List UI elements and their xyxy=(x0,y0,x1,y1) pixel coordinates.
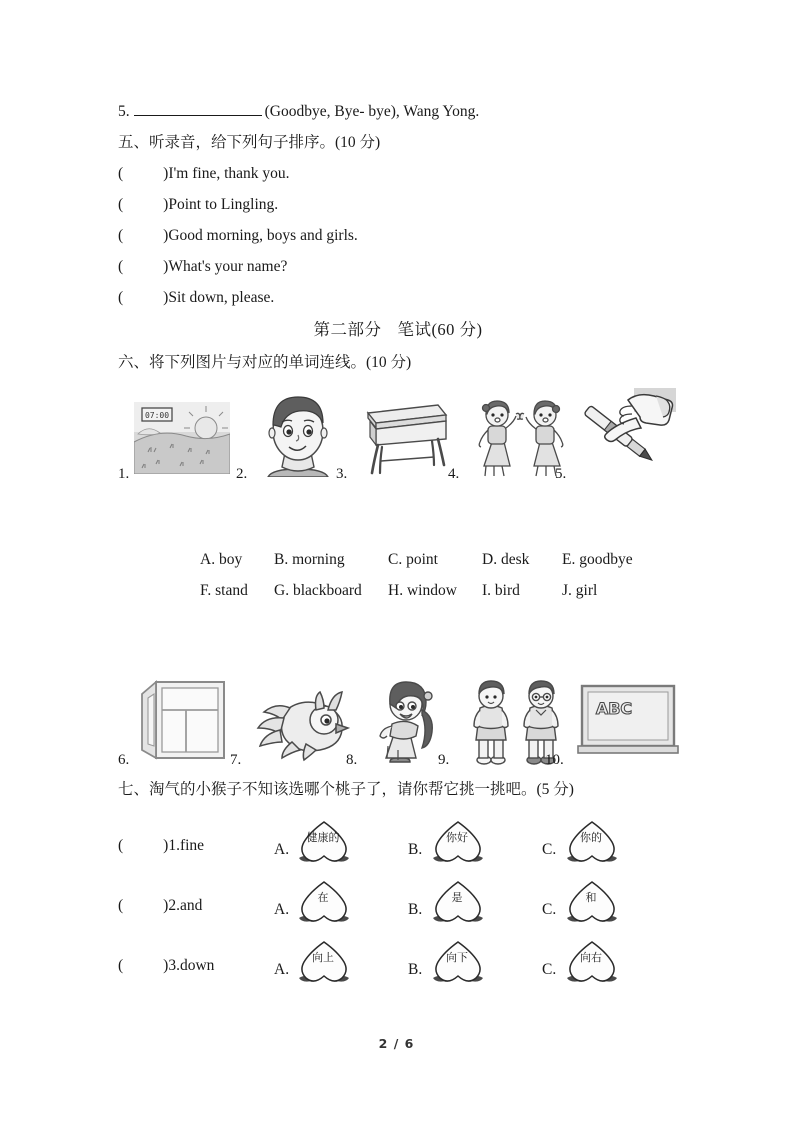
picture-row-2 xyxy=(118,668,678,768)
picture-number-6: 6. xyxy=(118,752,130,768)
word-option-c[interactable]: C. point xyxy=(388,551,438,568)
option-letter: C. xyxy=(542,901,557,918)
part-two-subtitle: 笔试(60 分) xyxy=(397,320,483,339)
blackboard-abc-image[interactable] xyxy=(576,684,680,760)
question-5-line xyxy=(118,96,678,127)
peach-shape xyxy=(430,939,486,990)
option-letter: A. xyxy=(274,961,290,978)
girl-image[interactable] xyxy=(370,680,448,766)
paren-open: ( xyxy=(118,957,124,974)
boy-face-image[interactable] xyxy=(258,391,338,477)
part-two-title xyxy=(118,313,678,347)
paren-close: ) xyxy=(163,165,169,182)
question-5-number: 5. xyxy=(118,103,130,120)
part-two-label: 第二部分 xyxy=(313,320,382,339)
peach-questions xyxy=(118,815,678,995)
peach-shape xyxy=(564,879,620,930)
picture-number-7: 7. xyxy=(230,752,242,768)
picture-number-10: 10. xyxy=(545,752,564,768)
peach-label: 你好 xyxy=(446,831,468,844)
peach-shape xyxy=(430,879,486,930)
paren-open: ( xyxy=(118,227,124,244)
paren-open: ( xyxy=(118,165,124,182)
word-bank-row-1 xyxy=(118,544,678,575)
option-letter: C. xyxy=(542,841,557,858)
paren-close: ) xyxy=(163,258,169,275)
picture-number-5: 5. xyxy=(555,466,567,482)
word-option-h[interactable]: H. window xyxy=(388,582,457,599)
paren-open: ( xyxy=(118,837,124,854)
sunrise-hill-image[interactable] xyxy=(134,402,230,474)
word-option-d[interactable]: D. desk xyxy=(482,551,530,568)
option-letter: C. xyxy=(542,961,557,978)
section-5-heading: 五、听录音，给下列句子排序。(10 分) xyxy=(118,134,381,151)
ordering-item xyxy=(118,220,678,251)
paren-close: ) xyxy=(163,227,169,244)
desk-image[interactable] xyxy=(360,395,450,477)
word-option-j[interactable]: J. girl xyxy=(562,582,598,599)
peach-shape xyxy=(564,939,620,990)
ordering-item xyxy=(118,251,678,282)
paren-close: ) xyxy=(163,289,169,306)
ordering-item-text: Sit down, please. xyxy=(168,289,275,306)
peach-prompt: 2.and xyxy=(168,897,203,914)
peach-label: 向上 xyxy=(312,951,334,964)
blackboard-abc-text: ABC xyxy=(595,699,633,718)
picture-number-4: 4. xyxy=(448,466,460,482)
peach-prompt: 3.down xyxy=(168,957,215,974)
question-5-blank[interactable] xyxy=(134,102,262,116)
word-option-b[interactable]: B. morning xyxy=(274,551,345,568)
peach-label: 是 xyxy=(451,891,463,904)
picture-number-3: 3. xyxy=(336,466,348,482)
option-letter: B. xyxy=(408,841,423,858)
peach-label: 在 xyxy=(317,891,329,904)
peach-shape xyxy=(296,939,352,990)
peach-shape xyxy=(430,819,486,870)
word-option-f[interactable]: F. stand xyxy=(200,582,248,599)
paren-open: ( xyxy=(118,897,124,914)
word-option-e[interactable]: E. goodbye xyxy=(562,551,633,568)
page-content xyxy=(118,96,678,995)
peach-shape xyxy=(564,819,620,870)
peach-shape xyxy=(296,879,352,930)
peach-label: 向下 xyxy=(446,951,468,964)
question-5-text: (Goodbye, Bye- bye), Wang Yong. xyxy=(264,103,480,120)
picture-number-1: 1. xyxy=(118,466,130,482)
peach-label: 和 xyxy=(585,891,597,904)
hand-pointing-pen-image[interactable] xyxy=(576,388,676,478)
word-bank-row-2 xyxy=(118,575,678,606)
peach-row-2 xyxy=(118,875,678,935)
picture-number-9: 9. xyxy=(438,752,450,768)
peach-label: 你的 xyxy=(580,831,602,844)
paren-open: ( xyxy=(118,258,124,275)
peach-prompt: 1.fine xyxy=(168,837,205,854)
word-option-g[interactable]: G. blackboard xyxy=(274,582,362,599)
window-image[interactable] xyxy=(140,680,226,762)
ordering-item-text: I'm fine, thank you. xyxy=(168,165,290,182)
peach-row-3 xyxy=(118,935,678,995)
peach-label: 健康的 xyxy=(306,831,340,844)
word-option-i[interactable]: I. bird xyxy=(482,582,520,599)
peach-shape xyxy=(296,819,352,870)
word-option-a[interactable]: A. boy xyxy=(200,551,243,568)
picture-row-1 xyxy=(118,386,678,482)
option-letter: A. xyxy=(274,901,290,918)
section-6-heading: 六、将下列图片与对应的单词连线。(10 分) xyxy=(118,354,412,371)
peach-row-1 xyxy=(118,815,678,875)
ordering-item-text: Point to Lingling. xyxy=(168,196,279,213)
paren-close: ) xyxy=(163,897,169,914)
ordering-item-text: Good morning, boys and girls. xyxy=(168,227,358,244)
picture-number-2: 2. xyxy=(236,466,248,482)
picture-number-8: 8. xyxy=(346,752,358,768)
option-letter: A. xyxy=(274,841,290,858)
peach-question-text xyxy=(118,956,214,976)
ordering-item-text: What's your name? xyxy=(168,258,288,275)
word-bank xyxy=(118,544,678,606)
paren-close: ) xyxy=(163,837,169,854)
ordering-item xyxy=(118,189,678,220)
peach-question-text xyxy=(118,896,202,916)
option-letter: B. xyxy=(408,961,423,978)
ordering-item xyxy=(118,158,678,189)
section-7-heading: 七、淘气的小猴子不知该选哪个桃子了，请你帮它挑一挑吧。(5 分) xyxy=(118,781,574,798)
option-letter: B. xyxy=(408,901,423,918)
peach-label: 向右 xyxy=(580,951,602,964)
paren-open: ( xyxy=(118,289,124,306)
paren-close: ) xyxy=(163,957,169,974)
bird-image[interactable] xyxy=(254,680,350,762)
clock-time-text: 07:00 xyxy=(144,411,170,420)
paren-open: ( xyxy=(118,196,124,213)
peach-question-text xyxy=(118,836,204,856)
ordering-item xyxy=(118,282,678,313)
page-number: 2 / 6 xyxy=(378,1036,415,1051)
paren-close: ) xyxy=(163,196,169,213)
